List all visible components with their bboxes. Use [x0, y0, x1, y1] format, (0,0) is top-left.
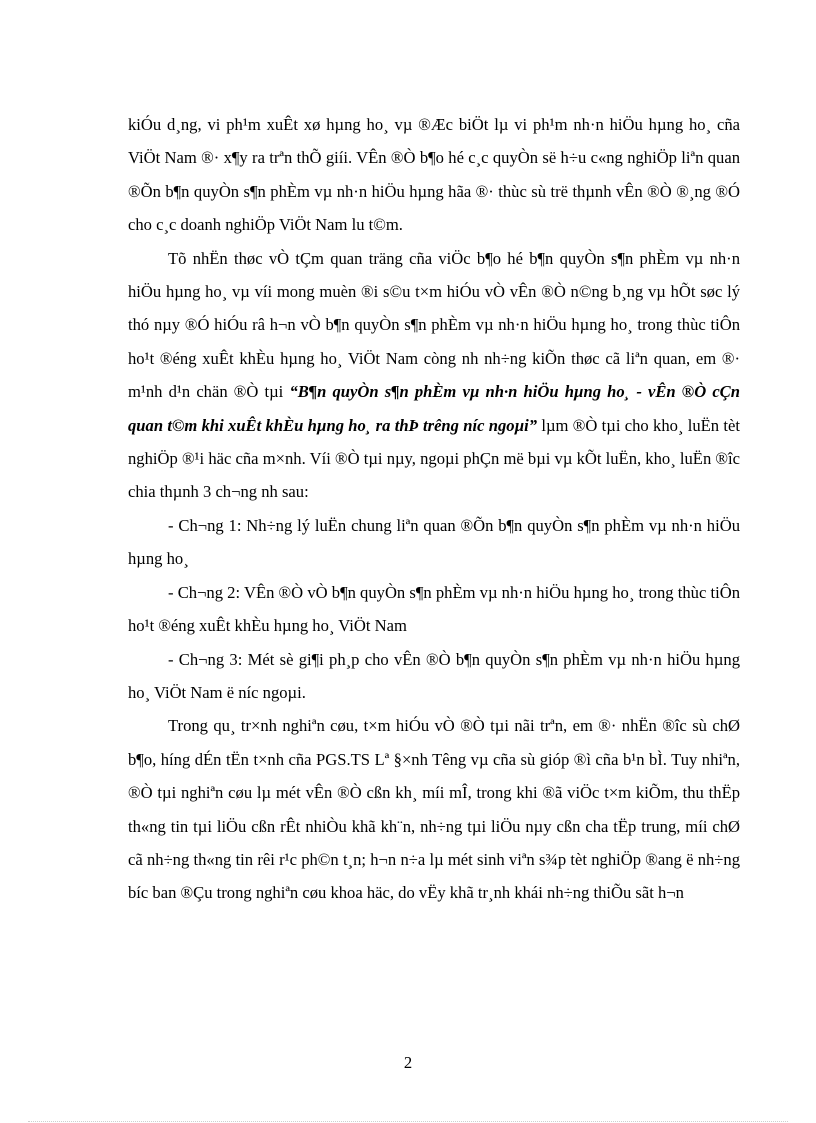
body-text: [128, 108, 740, 910]
chapter-1-item: - Ch¬ng 1: Nh÷ng lý luËn chung liªn quan ®Õn b¶n quyÒn s¶n phÈm vµ nh·n hiÖu hµng ho¸: [128, 515, 740, 569]
paragraph-1: kiÓu d¸ng, vi ph¹m xuÊt xø hµng ho¸ vµ ®Æc biÖt lµ vi ph¹m nh·n hiÖu hµng ho¸ cña ViÖt Nam ®· x¶y ra trªn thÕ giíi. VÊn ®Ò b¶o hé c¸c quyÒn së h÷u c«ng nghiÖp liªn quan ®Õn b¶n quyÒn s¶n phÈm vµ nh·n hiÖu hµng hãa ®· thùc sù trë thµnh vÊn ®Ò ®¸ng ®Ó cho c¸c doanh nghiÖp ViÖt Nam lu t©m.: [128, 115, 740, 235]
paragraph-2-text: Tõ nhËn thøc vÒ tÇm quan träng cña viÖc b¶o hé b¶n quyÒn s¶n phÈm vµ nh·n hiÖu hµng ho¸ vµ víi mong muèn ®i s©u t×m hiÓu vÒ vÊn ®Ò n©ng b¸ng vµ hÕt søc lý thó nµy ®Ó hiÓu râ h¬n vÒ b¶n quyÒn s¶n phÈm vµ nh·n hiÖu hµng ho¸ trong thùc tiÔn ho¹t ®éng xuÊt khÈu hµng ho¸ ViÖt Nam còng nh nh÷ng kiÕn thøc cã liªn quan, em ®· m¹nh d¹n chän ®Ò tµi: [128, 248, 740, 402]
paragraph-acknowledgement: Trong qu¸ tr×nh nghiªn cøu, t×m hiÓu vÒ ®Ò tµi nãi trªn, em ®· nhËn ®îc sù chØ b¶o, híng dÉn tËn t×nh cña PGS.TS Lª §×nh Têng vµ cña sù gióp ®ì cña b¹n bÌ. Tuy nhiªn, ®Ò tµi nghiªn cøu lµ mét vÊn ®Ò cßn kh¸ míi mÎ, trong khi ®ã viÖc t×m kiÕm, thu thËp th«ng tin tµi liÖu cßn rÊt nhiÒu khã kh¨n, nh÷ng tµi liÖu nµy cßn cha tËp trung, míi chØ cã nh÷ng th«ng tin rêi r¹c ph©n t¸n; h¬n n÷a lµ mét sinh viªn s¾p tèt nghiÖp ®ang ë nh÷ng bíc ban ®Çu trong nghiªn cøu khoa häc, do vËy khã tr¸nh khái nh÷ng thiÕu sãt h¬n: [128, 716, 740, 903]
paragraph-2-tail: lµm ®Ò tµi cho kho¸ luËn tèt nghiÖp ®¹i häc cña m×nh. Víi ®Ò tµi nµy, ngoµi phÇn më bµi vµ kÕt luËn, kho¸ luËn ®îc chia thµnh 3 ch¬ng nh sau:: [128, 415, 740, 502]
paragraph-2: [128, 242, 740, 509]
chapter-2-item: - Ch¬ng 2: VÊn ®Ò vÒ b¶n quyÒn s¶n phÈm vµ nh·n hiÖu hµng ho¸ trong thùc tiÔn ho¹t ®éng xuÊt khÈu hµng ho¸ ViÖt Nam: [128, 582, 740, 636]
chapter-3-item: - Ch¬ng 3: Mét sè gi¶i ph¸p cho vÊn ®Ò b¶n quyÒn s¶n phÈm vµ nh·n hiÖu hµng ho¸ ViÖt Nam ë níc ngoµi.: [128, 649, 740, 702]
page-bottom-divider: [28, 1121, 788, 1122]
page-number: 2: [403, 1053, 413, 1072]
thesis-title-emphasis: “B¶n quyÒn s¶n phÈm vµ nh·n hiÖu hµng ho¸ - vÊn ®Ò cÇn quan t©m khi xuÊt khÈu hµng ho¸ ra thÞ trêng níc ngoµi”: [128, 382, 740, 435]
